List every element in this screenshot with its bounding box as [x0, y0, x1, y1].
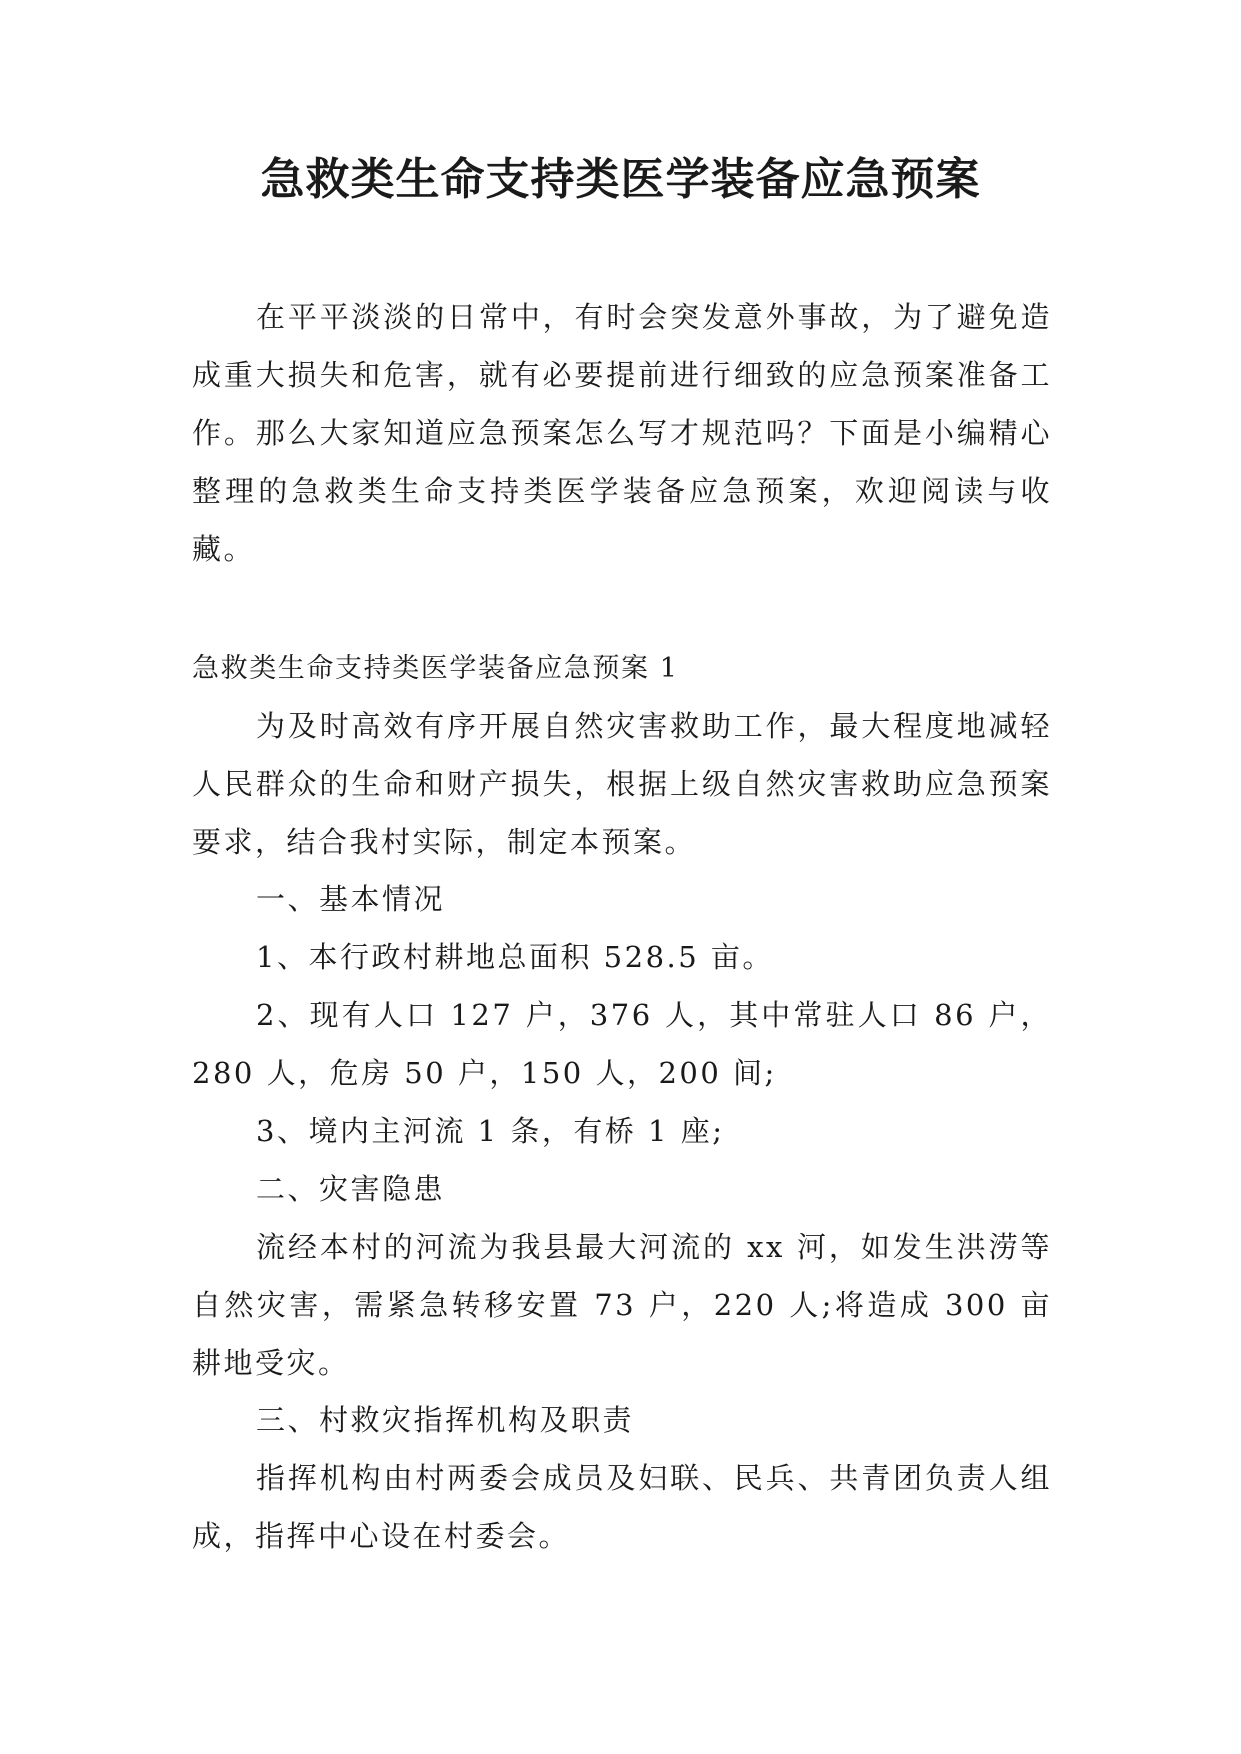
paragraph-farmland: 1、本行政村耕地总面积 528.5 亩。 — [256, 940, 774, 974]
paragraph-population: 2、现有人口 127 户，376 人，其中常驻人口 86 户，280 人，危房 50 户，150 人，200 间; — [192, 998, 1052, 1090]
document-title: 急救类生命支持类医学装备应急预案 — [260, 154, 981, 205]
heading-disaster-risks: 二、灾害隐患 — [256, 1172, 446, 1206]
heading-basic-situation: 一、基本情况 — [256, 882, 446, 916]
section-subtitle: 急救类生命支持类医学装备应急预案 1 — [192, 653, 679, 684]
paragraph-purpose: 为及时高效有序开展自然灾害救助工作，最大程度地减轻人民群众的生命和财产损失，根据上级自然灾害救助应急预案要求，结合我村实际，制定本预案。 — [192, 709, 1052, 859]
paragraph-river: 3、境内主河流 1 条，有桥 1 座; — [256, 1114, 725, 1148]
intro-paragraph: 在平平淡淡的日常中，有时会突发意外事故，为了避免造成重大损失和危害，就有必要提前进行细致的应急预案准备工作。那么大家知道应急预案怎么写才规范吗？下面是小编精心整理的急救类生命支持类医学装备应急预案，欢迎阅读与收藏。 — [192, 300, 1052, 566]
paragraph-command-members: 指挥机构由村两委会成员及妇联、民兵、共青团负责人组成，指挥中心设在村委会。 — [192, 1461, 1052, 1553]
paragraph-flood-risk: 流经本村的河流为我县最大河流的 xx 河，如发生洪涝等自然灾害，需紧急转移安置 73 户，220 人;将造成 300 亩耕地受灾。 — [192, 1230, 1052, 1380]
heading-command-structure: 三、村救灾指挥机构及职责 — [256, 1403, 635, 1437]
